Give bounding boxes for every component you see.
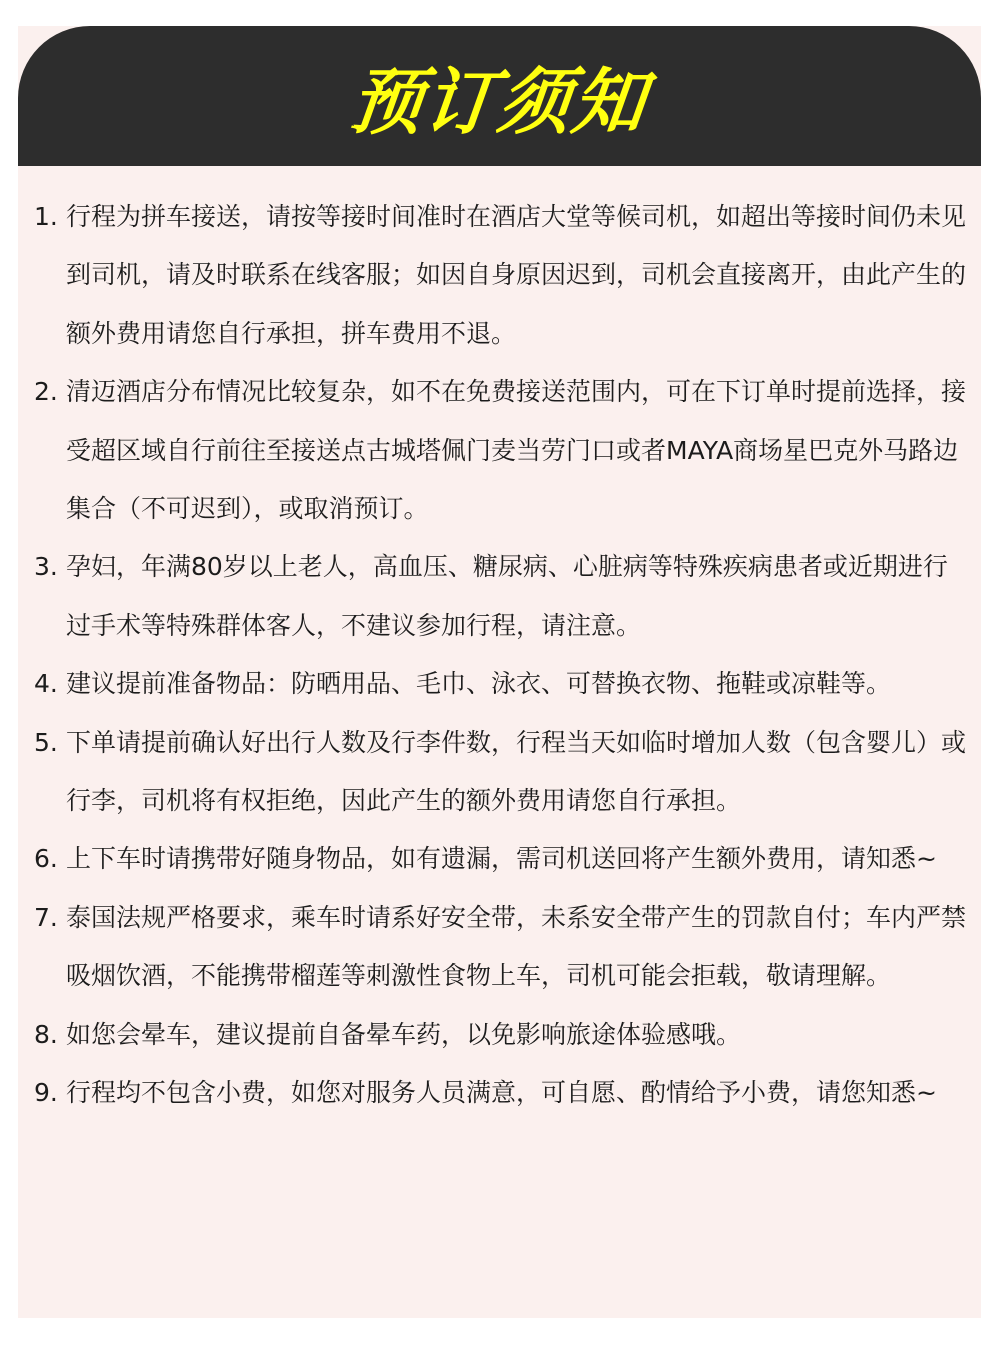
list-item-number: 5.: [34, 727, 58, 757]
list-item: [18, 655, 981, 713]
list-item: [18, 830, 981, 888]
list-item: [18, 1006, 981, 1064]
list-item-text: 清迈酒店分布情况比较复杂，如不在免费接送范围内，可在下订单时提前选择，接受超区域自行前往至接送点古城塔佩门麦当劳门口或者MAYA商场星巴克外马路边集合（不可迟到），或取消预订。: [66, 377, 967, 524]
list-item: [18, 1064, 981, 1122]
list-item: [18, 538, 981, 655]
list-item-number: 3.: [34, 552, 58, 582]
list-item: [18, 188, 981, 363]
list-item-text: 行程为拼车接送，请按等接时间准时在酒店大堂等候司机，如超出等接时间仍未见到司机，请及时联系在线客服；如因自身原因迟到，司机会直接离开，由此产生的额外费用请您自行承担，拼车费用不退。: [66, 202, 967, 348]
list-item-number: 7.: [34, 902, 58, 932]
list-item-text: 行程均不包含小费，如您对服务人员满意，可自愿、酌情给予小费，请您知悉~: [66, 1078, 937, 1108]
list-item-number: 4.: [34, 669, 58, 699]
list-item-number: 8.: [34, 1019, 58, 1049]
list-item: [18, 363, 981, 538]
list-item-text: 孕妇，年满80岁以上老人，高血压、糖尿病、心脏病等特殊疾病患者或近期进行过手术等特殊群体客人，不建议参加行程，请注意。: [66, 552, 948, 640]
notice-list: [18, 166, 981, 1123]
list-item-number: 6.: [34, 844, 58, 874]
list-item-number: 9.: [34, 1078, 58, 1108]
list-item-text: 建议提前准备物品：防晒用品、毛巾、泳衣、可替换衣物、拖鞋或凉鞋等。: [66, 669, 892, 699]
list-item-text: 泰国法规严格要求，乘车时请系好安全带，未系安全带产生的罚款自付；车内严禁吸烟饮酒，不能携带榴莲等刺激性食物上车，司机可能会拒载，敬请理解。: [66, 902, 967, 991]
list-item-text: 下单请提前确认好出行人数及行李件数，行程当天如临时增加人数（包含婴儿）或行李，司机将有权拒绝，因此产生的额外费用请您自行承担。: [66, 727, 967, 816]
list-item-number: 2.: [34, 377, 58, 407]
notice-header: [18, 26, 981, 166]
list-item-text: 上下车时请携带好随身物品，如有遗漏，需司机送回将产生额外费用，请知悉~: [66, 844, 937, 874]
page-title: 预订须知: [346, 60, 652, 144]
list-item: [18, 714, 981, 831]
booking-notice-card: [18, 26, 981, 1318]
list-item-text: 如您会晕车，建议提前自备晕车药，以免影响旅途体验感哦。: [66, 1019, 742, 1049]
list-item-number: 1.: [34, 202, 58, 231]
list-item: [18, 889, 981, 1006]
